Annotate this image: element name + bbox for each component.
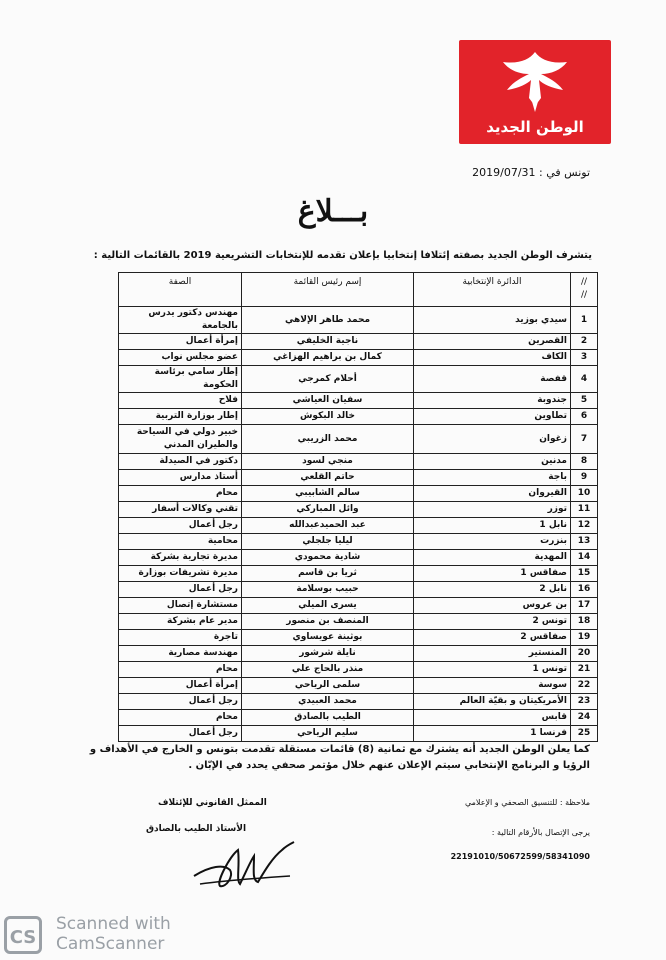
row-number: 18 <box>571 614 598 630</box>
table-header-row <box>119 273 598 307</box>
row-list-head: يسرى الميلي <box>242 598 414 614</box>
row-role: دكتور في الصيدلة <box>119 454 242 470</box>
table-row <box>119 710 598 726</box>
row-list-head: كمال بن براهيم الهزاغي <box>242 350 414 366</box>
table-row <box>119 486 598 502</box>
row-number: 11 <box>571 502 598 518</box>
watermark-line-2: CamScanner <box>56 934 165 954</box>
row-district: صفاقس 1 <box>414 566 571 582</box>
row-role: أستاذ مدارس <box>119 470 242 486</box>
row-role: مستشارة إتصال <box>119 598 242 614</box>
row-number: 15 <box>571 566 598 582</box>
page-title: بـــلاغ <box>297 194 369 229</box>
table-row <box>119 726 598 742</box>
row-district: توزر <box>414 502 571 518</box>
row-list-head: حاتم القلعي <box>242 470 414 486</box>
table-row <box>119 454 598 470</box>
row-list-head: عبد الحميدعبدالله <box>242 518 414 534</box>
table-body <box>119 307 598 742</box>
row-district: مدنين <box>414 454 571 470</box>
row-list-head: خالد البكوش <box>242 409 414 425</box>
party-logo <box>459 40 611 144</box>
row-number: 3 <box>571 350 598 366</box>
row-role: محام <box>119 486 242 502</box>
header-number: // // <box>571 273 598 307</box>
row-number: 17 <box>571 598 598 614</box>
table-row <box>119 646 598 662</box>
row-district: بن عروس <box>414 598 571 614</box>
row-list-head: سالم الشابيبي <box>242 486 414 502</box>
table-row <box>119 409 598 425</box>
row-role: رجل أعمال <box>119 518 242 534</box>
row-list-head: نايلة شرشور <box>242 646 414 662</box>
row-role: إطار سامي برئاسة الحكومة <box>119 366 242 393</box>
row-number: 4 <box>571 366 598 393</box>
row-district: جندوبة <box>414 393 571 409</box>
row-role: محامية <box>119 534 242 550</box>
row-district: تونس 1 <box>414 662 571 678</box>
row-number: 10 <box>571 486 598 502</box>
row-district: المنستير <box>414 646 571 662</box>
row-list-head: سفيان العياشي <box>242 393 414 409</box>
representative-title: الممثل القانوني للإئتلاف <box>158 798 267 808</box>
row-district: بنزرت <box>414 534 571 550</box>
watermark-line-1: Scanned with <box>56 914 171 934</box>
row-number: 5 <box>571 393 598 409</box>
table-row <box>119 598 598 614</box>
table-row <box>119 307 598 334</box>
row-role: تقني وكالات أسفار <box>119 502 242 518</box>
row-number: 24 <box>571 710 598 726</box>
row-district: سوسة <box>414 678 571 694</box>
row-role: مهندسة مصارية <box>119 646 242 662</box>
row-role: مهندس دكتور يدرس بالجامعة <box>119 307 242 334</box>
table-row <box>119 350 598 366</box>
row-role: إمرأة أعمال <box>119 678 242 694</box>
row-list-head: منذر بالحاج علي <box>242 662 414 678</box>
table-row <box>119 694 598 710</box>
closing-paragraph: كما يعلن الوطن الجديد أنه يشترك مع ثمانية (8) قائمات مستقلة تقدمت بتونس و الخارج في الأهداف و الرؤيا و البرنامج الإنتخابي سيتم الإعلان عنهم خلال مؤتمر صحفي يحدد في الإبّان . <box>89 744 590 771</box>
row-number: 1 <box>571 307 598 334</box>
row-list-head: وائل المباركي <box>242 502 414 518</box>
row-district: صفاقس 2 <box>414 630 571 646</box>
table-row <box>119 502 598 518</box>
row-district: الأمريكيتان و بقيّة العالم <box>414 694 571 710</box>
table-row <box>119 334 598 350</box>
row-district: سيدي بوزيد <box>414 307 571 334</box>
camscanner-watermark <box>0 908 200 960</box>
row-list-head: ناجية الخليفي <box>242 334 414 350</box>
row-role: رجل أعمال <box>119 582 242 598</box>
table-row <box>119 518 598 534</box>
row-role: خبير دولي في السياحة والطيران المدني <box>119 425 242 454</box>
row-role: تاجرة <box>119 630 242 646</box>
representative-name: الأستاذ الطيب بالصادق <box>146 824 247 834</box>
phone-numbers: 22191010/50672599/58341090 <box>450 852 590 861</box>
row-district: المهدية <box>414 550 571 566</box>
row-number: 7 <box>571 425 598 454</box>
table-row <box>119 366 598 393</box>
row-list-head: محمد العبيدي <box>242 694 414 710</box>
row-number: 9 <box>571 470 598 486</box>
row-list-head: سلمى الرياحي <box>242 678 414 694</box>
row-district: القيروان <box>414 486 571 502</box>
signature-icon <box>190 836 300 896</box>
row-number: 23 <box>571 694 598 710</box>
header-list-head: إسم رئيس القائمة <box>242 273 414 307</box>
row-list-head: محمد طاهر الإلاهي <box>242 307 414 334</box>
row-list-head: المنصف بن منصور <box>242 614 414 630</box>
row-role: مديرة تجارية بشركة <box>119 550 242 566</box>
header-role: الصفة <box>119 273 242 307</box>
row-district: قابس <box>414 710 571 726</box>
row-number: 20 <box>571 646 598 662</box>
press-note: ملاحظة : للتنسيق الصحفي و الإعلامي <box>464 798 590 807</box>
row-district: قفصة <box>414 366 571 393</box>
row-number: 13 <box>571 534 598 550</box>
row-list-head: الطيب بالصادق <box>242 710 414 726</box>
table-row <box>119 662 598 678</box>
table-row <box>119 614 598 630</box>
row-number: 12 <box>571 518 598 534</box>
row-role: فلاح <box>119 393 242 409</box>
row-role: مدير عام بشركة <box>119 614 242 630</box>
row-number: 14 <box>571 550 598 566</box>
date-line: تونس في : 2019/07/31 <box>472 166 590 179</box>
table-row <box>119 534 598 550</box>
row-number: 8 <box>571 454 598 470</box>
row-list-head: ثريا بن قاسم <box>242 566 414 582</box>
contact-label: يرجى الإتصال بالأرقام التالية : <box>491 828 590 837</box>
table-row <box>119 425 598 454</box>
row-district: نابل 2 <box>414 582 571 598</box>
row-role: مديرة تشريفات بوزارة <box>119 566 242 582</box>
row-district: الكاف <box>414 350 571 366</box>
row-number: 16 <box>571 582 598 598</box>
logo-text: الوطن الجديد <box>486 118 584 136</box>
table-row <box>119 566 598 582</box>
table-row <box>119 470 598 486</box>
row-district: باجة <box>414 470 571 486</box>
row-list-head: بوثينة عويساوي <box>242 630 414 646</box>
row-role: إمرأة أعمال <box>119 334 242 350</box>
row-district: تونس 2 <box>414 614 571 630</box>
row-list-head: سليم الرياحي <box>242 726 414 742</box>
row-number: 22 <box>571 678 598 694</box>
table-row <box>119 582 598 598</box>
row-number: 19 <box>571 630 598 646</box>
row-list-head: أحلام كمرجي <box>242 366 414 393</box>
row-role: عضو مجلس نواب <box>119 350 242 366</box>
table-row <box>119 678 598 694</box>
row-district: تطاوين <box>414 409 571 425</box>
intro-paragraph: يتشرف الوطن الجديد بصفته إئتلافا إنتخابيا بإعلان تقدمه للإنتخابات التشريعية 2019 بالقائمات التالية : <box>93 250 592 261</box>
row-role: رجل أعمال <box>119 726 242 742</box>
row-district: نابل 1 <box>414 518 571 534</box>
table-row <box>119 393 598 409</box>
row-district: القصرين <box>414 334 571 350</box>
row-role: إطار بوزارة التربية <box>119 409 242 425</box>
row-list-head: ليليا جلجلي <box>242 534 414 550</box>
row-list-head: محمد الزريبي <box>242 425 414 454</box>
row-list-head: حبيب بوسلامة <box>242 582 414 598</box>
row-district: زغوان <box>414 425 571 454</box>
row-role: رجل أعمال <box>119 694 242 710</box>
row-number: 2 <box>571 334 598 350</box>
header-district: الدائرة الإنتخابية <box>414 273 571 307</box>
table-row <box>119 630 598 646</box>
row-number: 25 <box>571 726 598 742</box>
row-number: 6 <box>571 409 598 425</box>
row-list-head: شادية محمودي <box>242 550 414 566</box>
candidate-lists-table <box>118 272 598 742</box>
table-row <box>119 550 598 566</box>
row-number: 21 <box>571 662 598 678</box>
row-list-head: منجي لسود <box>242 454 414 470</box>
row-district: فرنسا 1 <box>414 726 571 742</box>
row-role: محام <box>119 710 242 726</box>
camscanner-logo: CS <box>4 916 42 954</box>
row-role: محام <box>119 662 242 678</box>
